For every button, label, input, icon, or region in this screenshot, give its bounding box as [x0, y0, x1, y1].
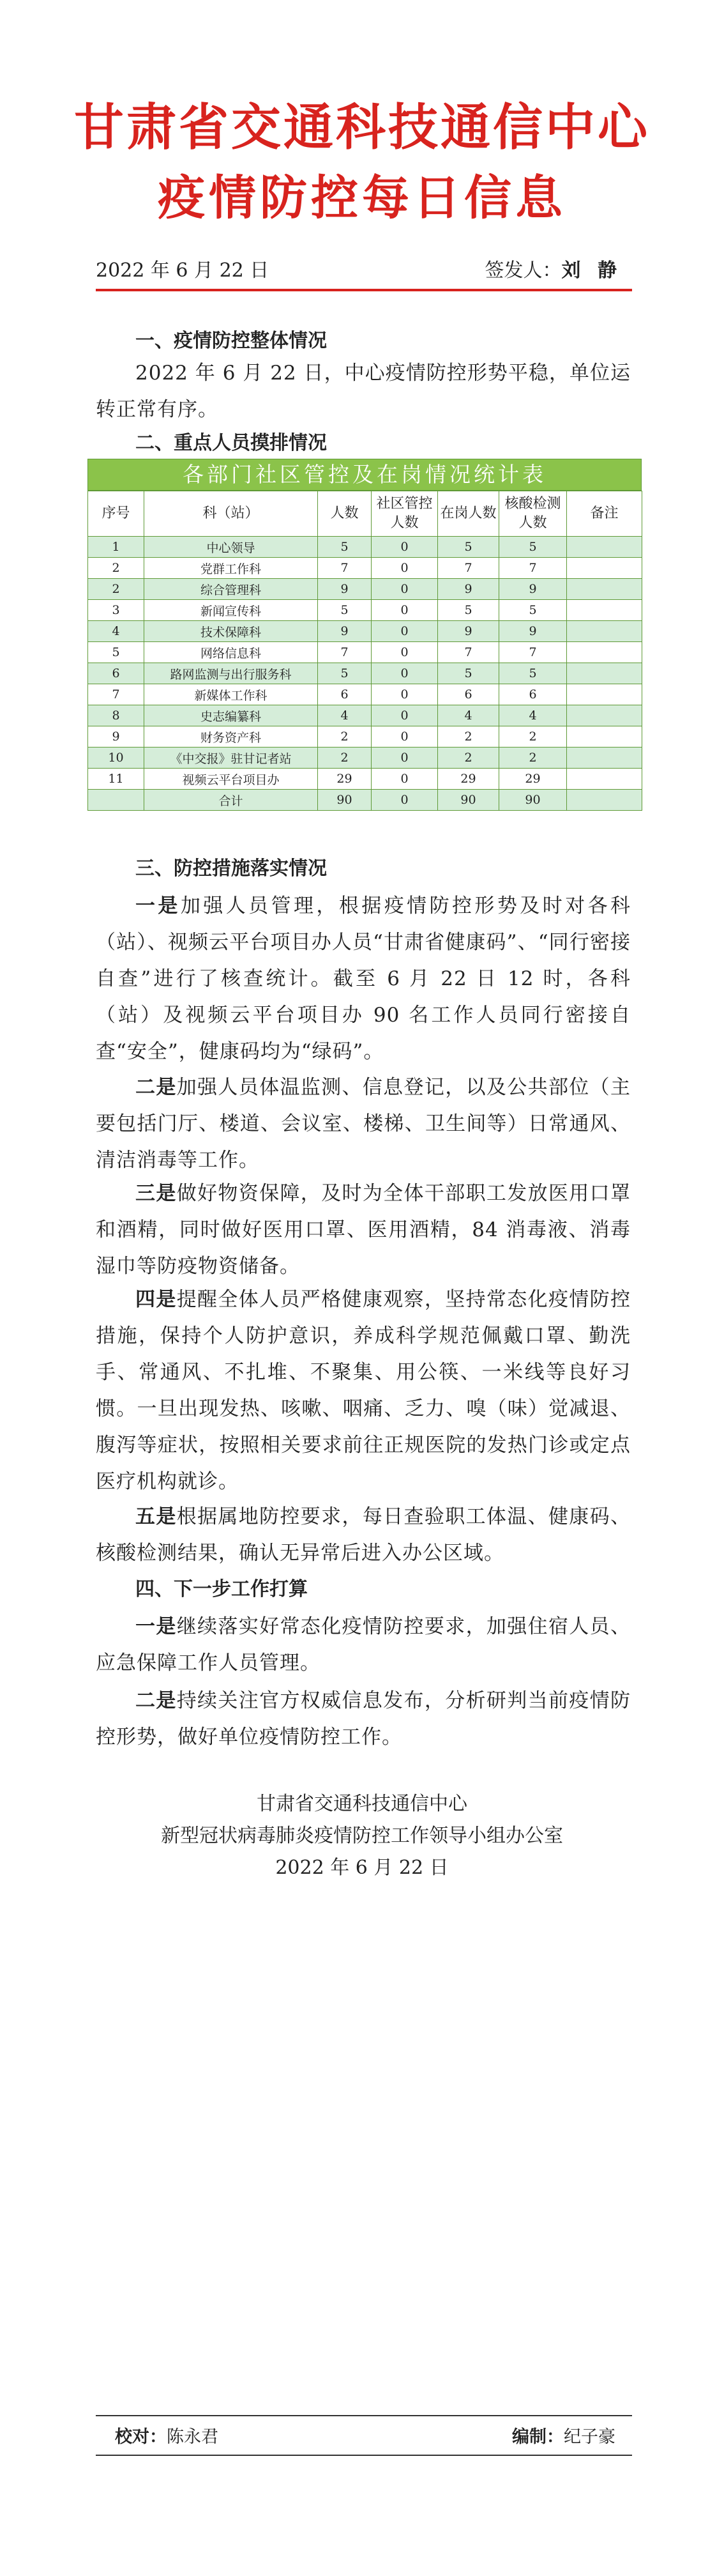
signature-date: 2022 年 6 月 22 日: [275, 1857, 449, 1879]
table-cell: 5: [318, 537, 372, 558]
proofreader: [115, 2427, 218, 2447]
table-cell: 6: [438, 684, 499, 705]
table-cell: 5: [318, 600, 372, 621]
table-row: [88, 684, 642, 705]
table-row: [88, 558, 642, 579]
signer: [485, 257, 622, 285]
table-cell: 0: [372, 790, 438, 811]
table-row: [88, 769, 642, 790]
table-row: [88, 726, 642, 747]
table-cell: 视频云平台项目办: [144, 769, 318, 790]
table-cell: 6: [318, 684, 372, 705]
column-header: 备注: [567, 491, 642, 537]
plan-text: 继续落实好常态化疫情防控要求，加强住宿人员、应急保障工作人员管理。: [96, 1615, 631, 1675]
table-cell: 2: [499, 747, 567, 769]
table-cell: 路网监测与出行服务科: [144, 663, 318, 684]
table-cell: 5: [499, 663, 567, 684]
signer-name: 刘 静: [561, 259, 622, 282]
measure-text: 加强人员管理，根据疫情防控形势及时对各科（站）、视频云平台项目办人员“甘肃省健康码”、“同行密接自查”进行了核查统计。截至 6 月 22 日 12 时，各科（站）及视频云平台项目办 90 名工作人员同行密接自查“安全”，健康码均为“绿码”。: [96, 894, 631, 1063]
table-cell: 7: [318, 558, 372, 579]
table-cell: 2: [438, 726, 499, 747]
measure-item-1: [96, 888, 631, 1070]
table-cell: 0: [372, 579, 438, 600]
table-cell: 9: [438, 621, 499, 642]
plan-item-2: [96, 1683, 631, 1756]
table-cell: 中心领导: [144, 537, 318, 558]
table-cell: 0: [372, 684, 438, 705]
table-cell: [567, 769, 642, 790]
table-row: [88, 790, 642, 811]
table-cell: 9: [318, 621, 372, 642]
date-line: [96, 257, 628, 285]
section-heading-2: 二、重点人员摸排情况: [135, 432, 327, 454]
table-cell: 0: [372, 621, 438, 642]
table-cell: 29: [438, 769, 499, 790]
measure-lead: 一是: [135, 894, 181, 917]
table-cell: 0: [372, 663, 438, 684]
measure-item-3: [96, 1176, 631, 1285]
table-cell: 90: [438, 790, 499, 811]
measure-text: 加强人员体温监测、信息登记，以及公共部位（主要包括门厅、楼道、会议室、楼梯、卫生间等）日常通风、清洁消毒等工作。: [96, 1076, 631, 1172]
table-cell: [567, 663, 642, 684]
table-cell: [567, 790, 642, 811]
section-heading-3: 三、防控措施落实情况: [135, 857, 327, 880]
table-cell: 4: [499, 705, 567, 726]
table-cell: 5: [438, 537, 499, 558]
signature-office: 新型冠状病毒肺炎疫情防控工作领导小组办公室: [161, 1825, 563, 1847]
table-cell: 5: [499, 537, 567, 558]
measure-item-2: [96, 1070, 631, 1179]
measure-text: 提醒全体人员严格健康观察，坚持常态化疫情防控措施，保持个人防护意识，养成科学规范佩戴口罩、勤洗手、常通风、不扎堆、不聚集、用公筷、一米线等良好习惯。一旦出现发热、咳嗽、咽痛、乏力、嗅（味）觉减退、腹泻等症状，按照相关要求前往正规医院的发热门诊或定点医疗机构就诊。: [96, 1288, 631, 1493]
table-cell: 9: [499, 579, 567, 600]
table-cell: 7: [438, 558, 499, 579]
column-header: 社区管控人数: [372, 491, 438, 537]
table-cell: 2: [88, 558, 144, 579]
measure-item-4: [96, 1282, 631, 1500]
column-header: 核酸检测人数: [499, 491, 567, 537]
column-header: 序号: [88, 491, 144, 537]
table-cell: 新闻宣传科: [144, 600, 318, 621]
table-cell: 4: [88, 621, 144, 642]
table-cell: 6: [499, 684, 567, 705]
section-heading-1: 一、疫情防控整体情况: [135, 330, 327, 352]
section-heading-4: 四、下一步工作打算: [135, 1578, 308, 1600]
table-cell: 史志编纂科: [144, 705, 318, 726]
table-cell: 0: [372, 769, 438, 790]
table-cell: 5: [88, 642, 144, 663]
table-cell: [88, 790, 144, 811]
issue-date: 2022 年 6 月 22 日: [96, 259, 269, 282]
table-cell: 2: [88, 579, 144, 600]
plan-lead: 一是: [135, 1615, 177, 1638]
table-cell: 29: [318, 769, 372, 790]
table-cell: [567, 558, 642, 579]
table-cell: 5: [438, 600, 499, 621]
table-cell: 7: [499, 558, 567, 579]
column-header: 科（站）: [144, 491, 318, 537]
table-cell: 0: [372, 726, 438, 747]
document-title-line2: 疫情防控每日信息: [158, 171, 566, 226]
proof-label: 校对：: [115, 2427, 167, 2447]
table-cell: 0: [372, 642, 438, 663]
footer-rule-bottom: [96, 2455, 632, 2456]
table-row: [88, 747, 642, 769]
table-cell: [567, 684, 642, 705]
table-cell: [567, 621, 642, 642]
table-cell: 6: [88, 663, 144, 684]
table-cell: 90: [499, 790, 567, 811]
table-cell: 90: [318, 790, 372, 811]
table-cell: 5: [499, 600, 567, 621]
table-cell: [567, 726, 642, 747]
table-cell: 4: [318, 705, 372, 726]
measure-lead: 二是: [135, 1076, 177, 1099]
column-header: 人数: [318, 491, 372, 537]
table-row: [88, 705, 642, 726]
table-cell: 0: [372, 705, 438, 726]
table-cell: 0: [372, 600, 438, 621]
table-cell: [567, 642, 642, 663]
table-cell: 9: [88, 726, 144, 747]
column-header: 在岗人数: [438, 491, 499, 537]
table-cell: 9: [438, 579, 499, 600]
table-cell: 2: [318, 747, 372, 769]
measure-text: 根据属地防控要求，每日查验职工体温、健康码、核酸检测结果，确认无异常后进入办公区域。: [96, 1505, 631, 1565]
table-cell: 29: [499, 769, 567, 790]
signer-label: 签发人：: [485, 259, 562, 282]
table-cell: 3: [88, 600, 144, 621]
table-cell: 网络信息科: [144, 642, 318, 663]
table-row: [88, 600, 642, 621]
proof-name: 陈永君: [167, 2427, 218, 2447]
measure-lead: 四是: [135, 1288, 177, 1311]
table-cell: 4: [438, 705, 499, 726]
measure-item-5: [96, 1499, 631, 1572]
plan-lead: 二是: [135, 1689, 177, 1712]
red-divider: [96, 289, 632, 291]
table-cell: 2: [499, 726, 567, 747]
footer: [115, 2425, 615, 2450]
plan-text: 持续关注官方权威信息发布，分析研判当前疫情防控形势，做好单位疫情防控工作。: [96, 1689, 631, 1749]
table-cell: [567, 600, 642, 621]
table-cell: 9: [499, 621, 567, 642]
document-title-line1: 甘肃省交通科技通信中心: [73, 98, 650, 157]
table-cell: 综合管理科: [144, 579, 318, 600]
table-row: [88, 537, 642, 558]
measure-lead: 三是: [135, 1182, 177, 1205]
edit-name: 纪子豪: [564, 2427, 615, 2447]
statistics-table: [87, 459, 642, 811]
table-body: [88, 537, 642, 811]
table-cell: 0: [372, 558, 438, 579]
table-cell: 党群工作科: [144, 558, 318, 579]
table-cell: 5: [318, 663, 372, 684]
plan-item-1: [96, 1609, 631, 1682]
footer-rule-top: [96, 2415, 632, 2416]
table-cell: [567, 537, 642, 558]
table-cell: 合计: [144, 790, 318, 811]
table-cell: 7: [88, 684, 144, 705]
table-row: [88, 642, 642, 663]
table-row: [88, 663, 642, 684]
table-cell: 新媒体工作科: [144, 684, 318, 705]
table-cell: [567, 747, 642, 769]
table-cell: [567, 579, 642, 600]
table-cell: 5: [438, 663, 499, 684]
table-cell: 《中交报》驻甘记者站: [144, 747, 318, 769]
measure-text: 做好物资保障，及时为全体干部职工发放医用口罩和酒精，同时做好医用口罩、医用酒精，84 消毒液、消毒湿巾等防疫物资储备。: [96, 1182, 631, 1278]
table-cell: 11: [88, 769, 144, 790]
signature-org: 甘肃省交通科技通信中心: [257, 1793, 467, 1815]
table-cell: [567, 705, 642, 726]
table-cell: 9: [318, 579, 372, 600]
section-1-text: 2022 年 6 月 22 日，中心疫情防控形势平稳，单位运转正常有序。: [96, 362, 631, 421]
edit-label: 编制：: [512, 2427, 564, 2447]
measure-lead: 五是: [135, 1505, 177, 1528]
editor: [512, 2425, 615, 2450]
table-cell: 7: [438, 642, 499, 663]
table-row: [88, 621, 642, 642]
table-header-row: [88, 491, 642, 537]
table-cell: 7: [318, 642, 372, 663]
table-cell: 财务资产科: [144, 726, 318, 747]
table-cell: 7: [499, 642, 567, 663]
table-row: [88, 579, 642, 600]
table-cell: 2: [318, 726, 372, 747]
table-cell: 10: [88, 747, 144, 769]
table-cell: 2: [438, 747, 499, 769]
table-title: 各部门社区管控及在岗情况统计表: [87, 459, 642, 491]
table-cell: 0: [372, 537, 438, 558]
table-cell: 1: [88, 537, 144, 558]
table-cell: 8: [88, 705, 144, 726]
table-cell: 0: [372, 747, 438, 769]
table-cell: 技术保障科: [144, 621, 318, 642]
